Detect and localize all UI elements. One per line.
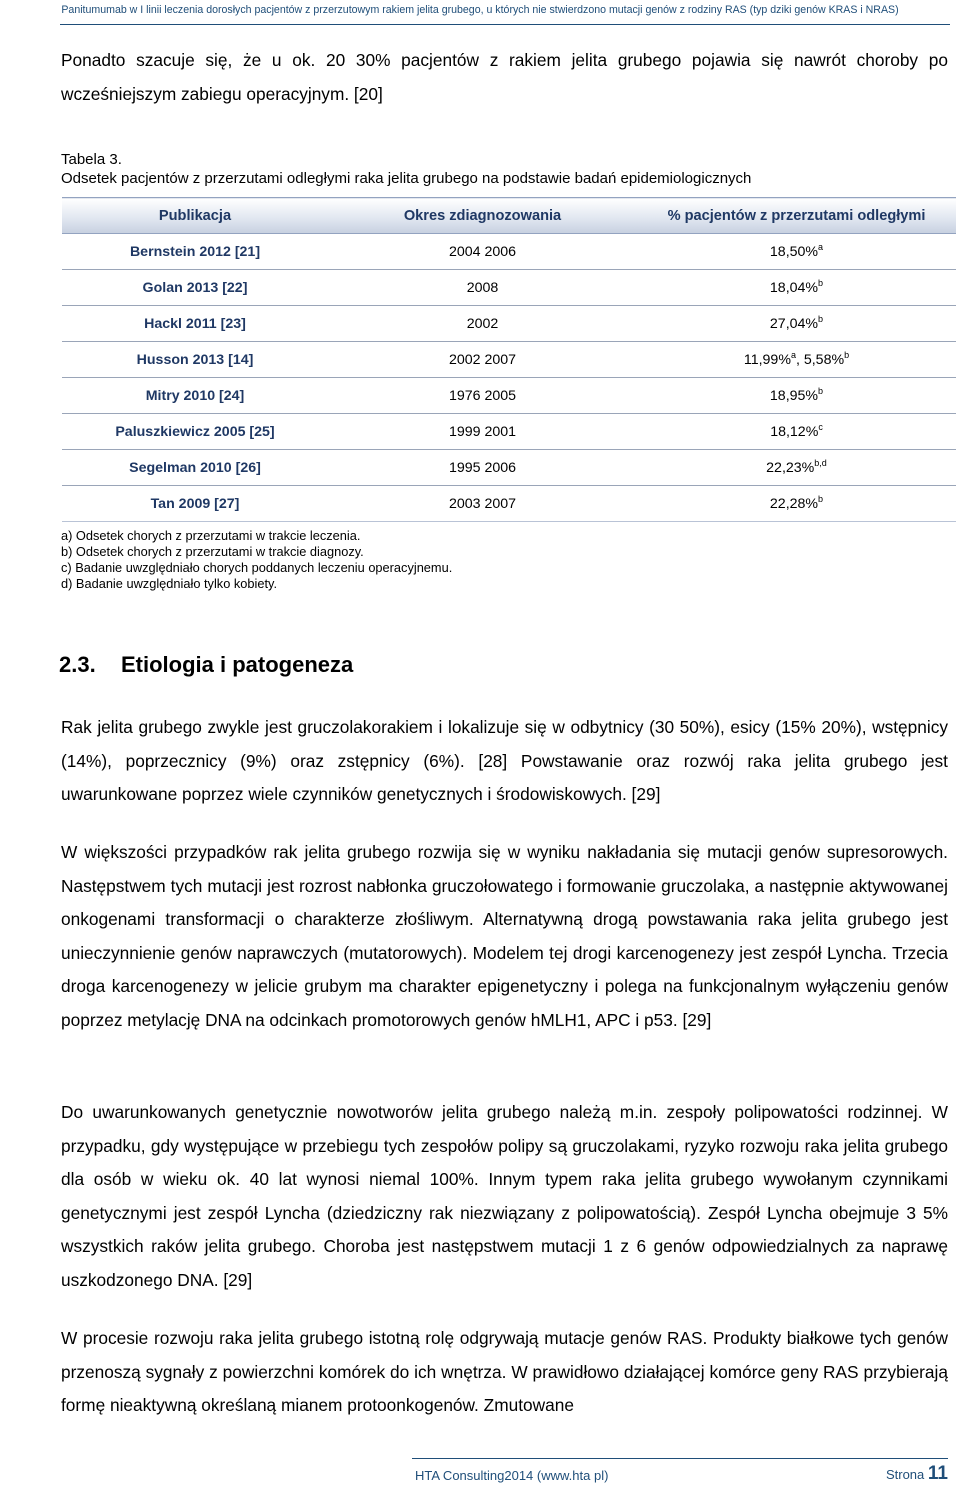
cell-percent bbox=[637, 450, 956, 486]
table-row bbox=[62, 450, 956, 486]
percent-value: 18,50% bbox=[769, 243, 819, 260]
table-row bbox=[62, 234, 956, 270]
percent-value: 18,12% bbox=[770, 423, 819, 440]
table-label: Tabela 3. bbox=[61, 151, 122, 168]
cell-period: 2002 2007 bbox=[328, 342, 637, 378]
table-footnotes bbox=[61, 528, 452, 592]
table-title: Odsetek pacjentów z przerzutami odległymi raka jelita grubego na podstawie badań epidemiologicznych bbox=[61, 170, 752, 187]
cell-percent bbox=[637, 234, 956, 270]
header-divider bbox=[60, 24, 950, 25]
footnote: a) Odsetek chorych z przerzutami w trakcie leczenia. bbox=[61, 528, 361, 543]
table-row bbox=[62, 306, 956, 342]
cell-publication: Segelman 2010 [26] bbox=[62, 450, 328, 486]
cell-publication: Tan 2009 [27] bbox=[62, 486, 328, 522]
cell-period: 1999 2001 bbox=[328, 414, 637, 450]
section-number: 2.3. bbox=[59, 652, 96, 677]
cell-percent bbox=[637, 306, 956, 342]
column-header-publication: Publikacja bbox=[62, 198, 328, 234]
cell-period: 2008 bbox=[328, 270, 637, 306]
percent-value: 27,04% bbox=[769, 315, 819, 332]
body-paragraph: W procesie rozwoju raka jelita grubego istotną rolę odgrywają mutacje genów RAS. Produkty białkowe tych genów przenoszą sygnały z powierzchni komórek do ich wnętrza. W prawidłowo działającej komórce geny RAS przybierają formę nieaktywną określaną mianem protoonkogenów. Zmutowane bbox=[61, 1328, 948, 1415]
table-row bbox=[62, 414, 956, 450]
cell-publication: Paluszkiewicz 2005 [25] bbox=[62, 414, 328, 450]
cell-period: 2004 2006 bbox=[328, 234, 637, 270]
footnote-mark: a bbox=[818, 241, 824, 252]
percent-value: 18,95% bbox=[769, 387, 819, 404]
table-row bbox=[62, 270, 956, 306]
percent-value: 22,28% bbox=[769, 495, 819, 512]
body-paragraph: W większości przypadków rak jelita grubego rozwija się w wyniku nakładania się mutacji genów supresorowych. Następstwem tych mutacji jest rozrost nabłonka gruczołowatego i formowanie gruczolaka, a następnie aktywowanej onkogenami transformacji o charakterze złośliwym. Alternatywną drogą powstawania raka jelita grubego jest unieczynnienie genów naprawczych (mutatorowych). Modelem tej drogi karcenogenezy jest zespół Lyncha. Trzecia droga karcenogenezy w jelicie grubym ma charakter epigenetyczny i polega na funkcjonalnym wyłączeniu genów poprzez metylację DNA na odcinkach promotorowych genów hMLH1, APC i p53. [29] bbox=[61, 842, 948, 1030]
cell-period: 1976 2005 bbox=[328, 378, 637, 414]
cell-percent bbox=[637, 342, 956, 378]
cell-percent bbox=[637, 486, 956, 522]
cell-publication: Mitry 2010 [24] bbox=[62, 378, 328, 414]
footnote: b) Odsetek chorych z przerzutami w trakcie diagnozy. bbox=[61, 544, 364, 559]
footnote-mark: c bbox=[818, 421, 823, 432]
intro-paragraph: Ponadto szacuje się, że u ok. 20 30% pacjentów z rakiem jelita grubego pojawia się nawrót choroby po wcześniejszym zabiegu operacyjnym. [20] bbox=[61, 50, 948, 104]
table-row bbox=[62, 486, 956, 522]
table-caption bbox=[61, 150, 751, 188]
percent-value: 11,99% bbox=[743, 351, 791, 368]
cell-publication: Hackl 2011 [23] bbox=[62, 306, 328, 342]
footnote-mark: b bbox=[818, 313, 824, 324]
cell-period: 2002 bbox=[328, 306, 637, 342]
cell-publication: Bernstein 2012 [21] bbox=[62, 234, 328, 270]
body-paragraph: Rak jelita grubego zwykle jest gruczolakorakiem i lokalizuje się w odbytnicy (30 50%), esicy (15% 20%), wstępnicy (14%), poprzecznicy (9%) oraz zstępnicy (6%). [28] Powstawanie oraz rozwój raka jelita grubego jest uwarunkowane poprzez wiele czynników genetycznych i środowiskowych. [29] bbox=[61, 717, 948, 804]
body-paragraph: Do uwarunkowanych genetycznie nowotworów jelita grubego należą m.in. zespoły polipowatości rodzinnej. W przypadku, gdy występujące w przebiegu tych zespołów polipy są gruczolakami, ryzyko rozwoju raka jelita grubego dla osób w wieku ok. 40 lat wynosi niemal 100%. Innym typem raka jelita grubego wywołanym czynnikami genetycznymi jest zespół Lyncha (dziedziczny rak niezwiązany z polipowatością). Zespół Lyncha obejmuje 3 5% wszystkich raków jelita grubego. Choroba jest następstwem mutacji 1 z 6 genów odpowiedzialnych za naprawę uszkodzonego DNA. [29] bbox=[61, 1102, 948, 1290]
footnote-mark: b bbox=[818, 385, 824, 396]
footnote-mark: b bbox=[844, 349, 850, 360]
footer-page bbox=[886, 1463, 948, 1485]
section-heading bbox=[61, 651, 353, 679]
percent-value: 22,23% bbox=[766, 459, 815, 476]
footnote-mark: b bbox=[818, 493, 824, 504]
cell-period: 1995 2006 bbox=[328, 450, 637, 486]
cell-publication: Husson 2013 [14] bbox=[62, 342, 328, 378]
metastasis-table bbox=[62, 197, 956, 522]
percent-value-secondary: , 5,58% bbox=[795, 351, 845, 368]
footnote: c) Badanie uwzględniało chorych poddanych leczeniu operacyjnemu. bbox=[61, 560, 453, 575]
section-title: Etiologia i patogeneza bbox=[121, 652, 354, 677]
footer-divider bbox=[412, 1458, 948, 1459]
page-number: 11 bbox=[927, 1463, 948, 1484]
cell-percent bbox=[637, 270, 956, 306]
cell-percent bbox=[637, 378, 956, 414]
running-header: Panitumumab w I linii leczenia dorosłych pacjentów z przerzutowym rakiem jelita grubego, u których nie stwierdzono mutacji genów z rodziny RAS (typ dziki genów KRAS i NRAS) bbox=[61, 4, 899, 16]
cell-publication: Golan 2013 [22] bbox=[62, 270, 328, 306]
footnote-mark: a bbox=[790, 349, 796, 360]
footer-publisher: HTA Consulting2014 (www.hta pl) bbox=[415, 1468, 609, 1483]
table-row bbox=[62, 342, 956, 378]
table-row bbox=[62, 378, 956, 414]
cell-percent bbox=[637, 414, 956, 450]
column-header-period: Okres zdiagnozowania bbox=[328, 198, 637, 234]
column-header-percent: % pacjentów z przerzutami odległymi bbox=[637, 198, 956, 234]
table-header-row bbox=[62, 198, 956, 234]
footnote: d) Badanie uwzględniało tylko kobiety. bbox=[61, 576, 278, 591]
page-label: Strona bbox=[885, 1467, 925, 1482]
cell-period: 2003 2007 bbox=[328, 486, 637, 522]
footnote-mark: b bbox=[818, 277, 824, 288]
percent-value: 18,04% bbox=[769, 279, 819, 296]
footnote-mark: b,d bbox=[814, 457, 827, 468]
